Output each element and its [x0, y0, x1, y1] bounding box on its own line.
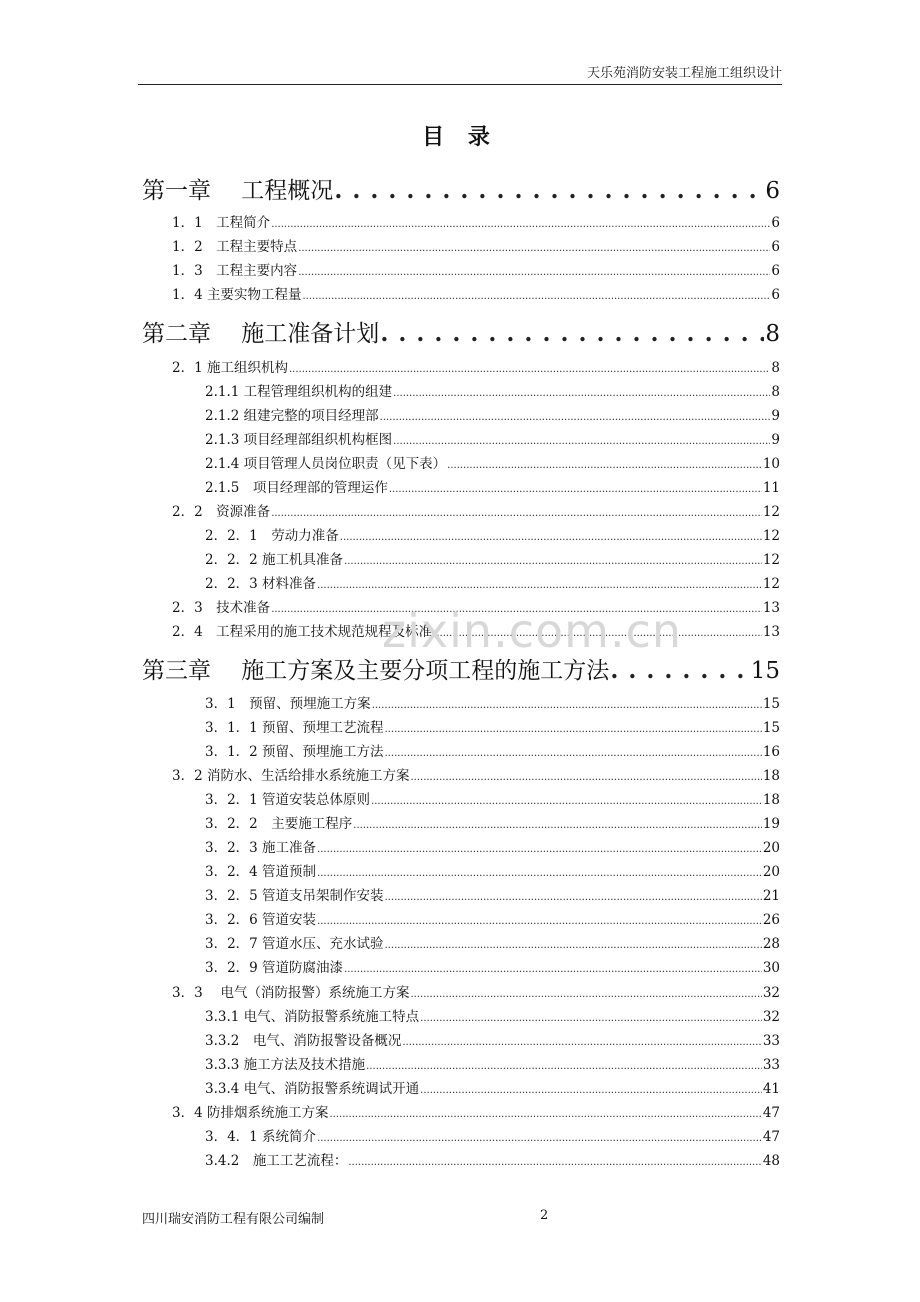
toc-entry-label: 1．2 工程主要特点: [172, 239, 298, 255]
toc-entry-label: 2．2．3 材料准备: [205, 576, 317, 592]
toc-entry-label: 2.1.3 项目经理部组织机构框图: [205, 432, 393, 448]
page-header: 天乐苑消防安装工程施工组织设计: [586, 66, 782, 81]
toc-entry[interactable]: [172, 283, 780, 303]
toc-leader-dots: [393, 388, 770, 399]
toc-entry[interactable]: [205, 956, 780, 976]
toc-leader-dots: [317, 1133, 762, 1144]
toc-leader-dots: [348, 1157, 761, 1168]
footer-company: 四川瑞安消防工程有限公司编制: [142, 1212, 325, 1227]
toc-entry[interactable]: [205, 452, 780, 472]
toc-title: 目 录: [422, 124, 498, 150]
toc-entry-label: 2．4 工程采用的施工技术规范规程及标准: [172, 624, 433, 640]
toc-entry-page: 15: [750, 658, 780, 684]
toc-entry[interactable]: [205, 1149, 780, 1169]
toc-entry-page: 32: [762, 1009, 780, 1025]
toc-leader-dots: [393, 436, 770, 447]
toc-entry-page: 11: [762, 480, 780, 496]
toc-entry[interactable]: [172, 764, 780, 784]
toc-entry-label: 2．2．1 劳动力准备: [205, 528, 339, 544]
toc-entry-label: 2.1.5 项目经理部的管理运作: [205, 480, 388, 496]
toc-entry[interactable]: [205, 908, 780, 928]
toc-entry-label: 2．2 资源准备: [172, 504, 271, 520]
toc-entry-label: 3．1 预留、预埋施工方案: [205, 696, 371, 712]
toc-entry[interactable]: [205, 788, 780, 808]
toc-leader-dots: [410, 772, 761, 783]
toc-entry-page: 20: [762, 864, 780, 880]
toc-entry-label: 第一章 工程概况: [142, 178, 334, 204]
toc-entry-page: 41: [762, 1081, 780, 1097]
toc-entry[interactable]: [205, 380, 780, 400]
toc-entry[interactable]: [172, 500, 780, 520]
toc-entry[interactable]: [172, 596, 780, 616]
toc-entry-label: 3．2．2 主要施工程序: [205, 816, 353, 832]
toc-leader-dots: [385, 892, 762, 903]
toc-leader-dots: [420, 1013, 762, 1024]
toc-entry-page: 33: [762, 1033, 780, 1049]
toc-leader-dots: [402, 1037, 761, 1048]
toc-leader-dots: [317, 916, 762, 927]
toc-entry[interactable]: [205, 740, 780, 760]
toc-entry-page: 47: [762, 1105, 780, 1121]
toc-entry-page: 20: [762, 840, 780, 856]
toc-entry-page: 9: [771, 432, 780, 448]
toc-entry-page: 12: [762, 504, 780, 520]
toc-entry-page: 8: [771, 360, 780, 376]
toc-entry-page: 48: [762, 1153, 780, 1169]
toc-entry-label: 3．2．9 管道防腐油漆: [205, 960, 344, 976]
toc-entry[interactable]: [205, 812, 780, 832]
toc-entry-page: 26: [762, 912, 780, 928]
toc-chapter-entry[interactable]: [142, 172, 780, 205]
toc-entry-label: 2．1 施工组织机构: [172, 360, 288, 376]
toc-leader-dots: [340, 532, 762, 543]
toc-entry[interactable]: [205, 860, 780, 880]
toc-entry-page: 15: [762, 696, 780, 712]
toc-leader-dots: [298, 243, 770, 254]
watermark: zixin.com.cn: [382, 604, 683, 658]
toc-leader-dots: [289, 364, 770, 375]
toc-entry-label: 3．2．1 管道安装总体原则: [205, 792, 371, 808]
toc-entry-label: 3．4．1 系统简介: [205, 1129, 317, 1145]
toc-entry[interactable]: [172, 235, 780, 255]
toc-entry-page: 18: [762, 768, 780, 784]
toc-entry[interactable]: [205, 1077, 780, 1097]
toc-entry-label: 2.1.4 项目管理人员岗位职责（见下表）: [205, 456, 447, 472]
toc-entry-label: 3.3.1 电气、消防报警系统施工特点: [205, 1009, 420, 1025]
toc-entry[interactable]: [205, 404, 780, 424]
toc-entry[interactable]: [205, 1029, 780, 1049]
toc-entry-page: 13: [762, 624, 780, 640]
toc-entry-label: 2．3 技术准备: [172, 600, 271, 616]
toc-leader-dots: [344, 964, 762, 975]
toc-leader-dots: [317, 844, 762, 855]
toc-entry[interactable]: [205, 1005, 780, 1025]
toc-entry-label: 3．2 消防水、生活给排水系统施工方案: [172, 768, 410, 784]
toc-entry-page: 16: [762, 744, 780, 760]
toc-entry-page: 30: [762, 960, 780, 976]
toc-leader-dots: [317, 868, 762, 879]
toc-leader-dots: [271, 508, 762, 519]
toc-entry-label: 1．1 工程简介: [172, 215, 271, 231]
toc-entry-label: 3.4.2 施工工艺流程：: [205, 1153, 348, 1169]
toc-entry[interactable]: [205, 692, 780, 712]
toc-leader-dots: [385, 724, 762, 735]
toc-entry[interactable]: [172, 1101, 780, 1121]
toc-entry[interactable]: [172, 356, 780, 376]
toc-leader-dots: [329, 1109, 761, 1120]
toc-entry[interactable]: [205, 716, 780, 736]
toc-entry-label: 2.1.1 工程管理组织机构的组建: [205, 384, 393, 400]
toc-entry-label: 2.1.2 组建完整的项目经理部: [205, 408, 379, 424]
toc-leader-dots: [371, 796, 762, 807]
toc-leader-dots: [610, 657, 749, 684]
toc-entry[interactable]: [205, 572, 780, 592]
toc-entry-page: 15: [762, 720, 780, 736]
toc-entry[interactable]: [205, 428, 780, 448]
toc-entry[interactable]: [172, 259, 780, 279]
toc-leader-dots: [302, 291, 770, 302]
toc-entry-page: 6: [771, 287, 780, 303]
toc-entry-page: 19: [762, 816, 780, 832]
toc-entry[interactable]: [172, 620, 780, 640]
toc-entry-page: 47: [762, 1129, 780, 1145]
footer-page-number: 2: [540, 1208, 549, 1223]
toc-entry-label: 第三章 施工方案及主要分项工程的施工方法: [142, 658, 610, 684]
toc-leader-dots: [334, 177, 764, 204]
toc-leader-dots: [433, 628, 762, 639]
toc-entry-label: 3．2．7 管道水压、充水试验: [205, 936, 384, 952]
toc-entry-label: 3．4 防排烟系统施工方案: [172, 1105, 329, 1121]
toc-entry-label: 3．2．4 管道预制: [205, 864, 317, 880]
toc-entry-label: 第二章 施工准备计划: [142, 321, 380, 347]
toc-entry-page: 21: [762, 888, 780, 904]
toc-leader-dots: [271, 219, 770, 230]
toc-entry[interactable]: [205, 476, 780, 496]
toc-entry-label: 3.3.2 电气、消防报警设备概况: [205, 1033, 402, 1049]
toc-entry-label: 3．3 电气（消防报警）系统施工方案: [172, 985, 410, 1001]
toc-leader-dots: [447, 460, 762, 471]
toc-entry-page: 6: [771, 215, 780, 231]
toc-entry-page: 12: [762, 576, 780, 592]
toc-leader-dots: [380, 320, 764, 347]
toc-leader-dots: [353, 820, 762, 831]
toc-entry[interactable]: [205, 548, 780, 568]
toc-entry[interactable]: [205, 1053, 780, 1073]
toc-entry-label: 3．1．2 预留、预埋施工方法: [205, 744, 384, 760]
toc-entry-label: 3.3.3 施工方法及技术措施: [205, 1057, 366, 1073]
toc-entry[interactable]: [172, 981, 780, 1001]
toc-entry-label: 3．2．5 管道支吊架制作安装: [205, 888, 384, 904]
toc-entry-label: 2．2．2 施工机具准备: [205, 552, 344, 568]
toc-entry-label: 3.3.4 电气、消防报警系统调试开通: [205, 1081, 420, 1097]
toc-entry-page: 9: [771, 408, 780, 424]
toc-leader-dots: [385, 940, 762, 951]
toc-entry[interactable]: [205, 932, 780, 952]
toc-chapter-entry[interactable]: [142, 315, 780, 348]
toc-entry[interactable]: [205, 884, 780, 904]
toc-entry-page: 6: [771, 263, 780, 279]
toc-leader-dots: [385, 748, 762, 759]
toc-leader-dots: [344, 556, 762, 567]
toc-entry-page: 6: [765, 178, 780, 204]
toc-entry-label: 3．2．6 管道安装: [205, 912, 317, 928]
toc-leader-dots: [366, 1061, 762, 1072]
toc-leader-dots: [420, 1085, 762, 1096]
toc-leader-dots: [271, 604, 762, 615]
toc-entry[interactable]: [205, 1125, 780, 1145]
toc-chapter-entry[interactable]: [142, 652, 780, 685]
toc-entry-page: 6: [771, 239, 780, 255]
toc-leader-dots: [317, 580, 762, 591]
toc-entry-label: 1．3 工程主要内容: [172, 263, 298, 279]
toc-entry[interactable]: [205, 836, 780, 856]
toc-leader-dots: [372, 700, 762, 711]
toc-leader-dots: [410, 989, 761, 1000]
toc-entry[interactable]: [172, 211, 780, 231]
toc-entry-label: 3．2．3 施工准备: [205, 840, 317, 856]
toc-entry[interactable]: [205, 524, 780, 544]
toc-entry-page: 13: [762, 600, 780, 616]
toc-entry-page: 12: [762, 528, 780, 544]
toc-leader-dots: [298, 267, 770, 278]
toc-entry-page: 12: [762, 552, 780, 568]
toc-entry-page: 28: [762, 936, 780, 952]
toc-entry-page: 32: [762, 985, 780, 1001]
toc-entry-label: 3．1．1 预留、预埋工艺流程: [205, 720, 384, 736]
toc-entry-page: 10: [762, 456, 780, 472]
toc-entry-label: 1．4 主要实物工程量: [172, 287, 302, 303]
toc-entry-page: 33: [762, 1057, 780, 1073]
toc-entry-page: 8: [771, 384, 780, 400]
toc-entry-page: 8: [765, 321, 780, 347]
toc-leader-dots: [389, 484, 762, 495]
toc-leader-dots: [380, 412, 771, 423]
toc-entry-page: 18: [762, 792, 780, 808]
